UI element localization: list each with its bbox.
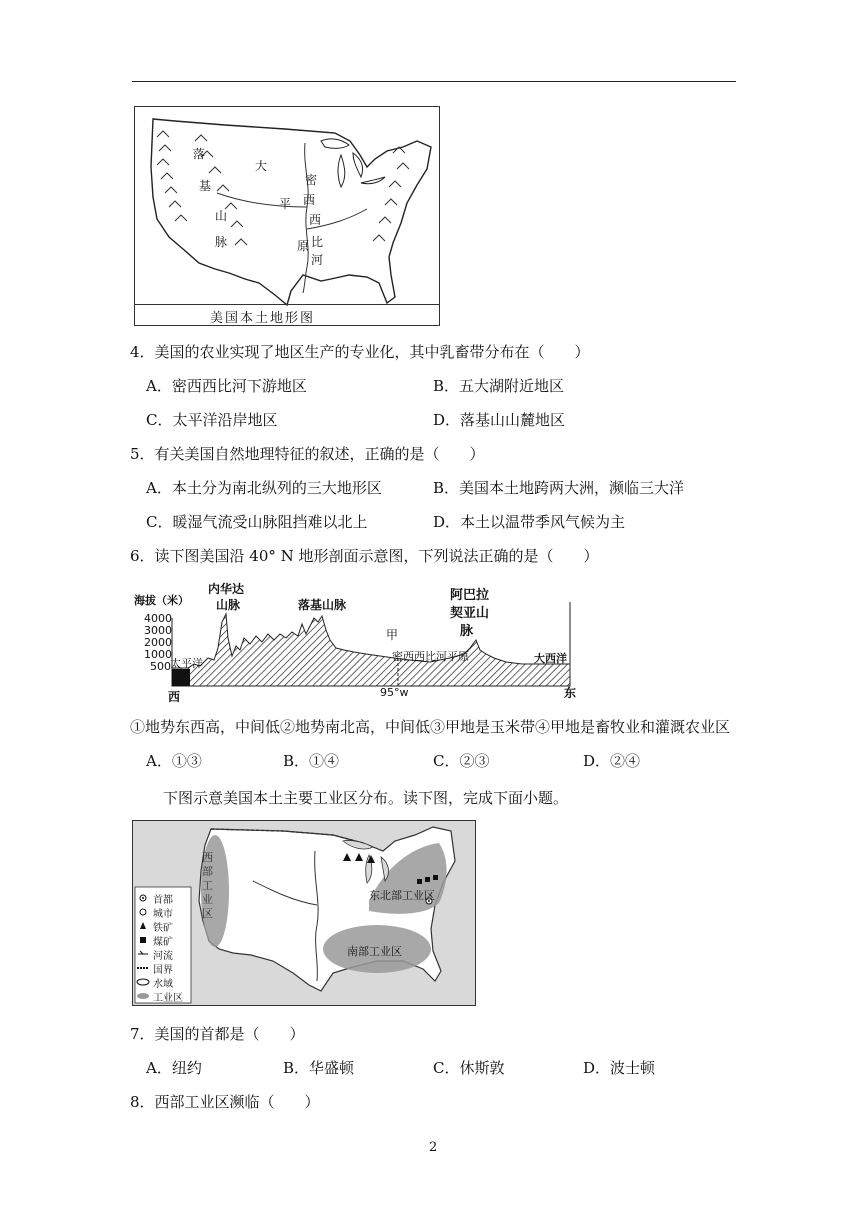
q6-option-d[interactable]: D．②④: [583, 752, 641, 770]
header-rule: [132, 81, 736, 82]
q7-option-d[interactable]: D．波士顿: [583, 1059, 656, 1077]
q4-option-c[interactable]: C．太平洋沿岸地区: [146, 411, 278, 429]
profile-tick-2000: 2000: [144, 636, 172, 649]
profile-label-pacific: 太平洋: [170, 657, 203, 670]
map1-label-mi: 密: [305, 173, 318, 187]
q4-stem: 4．美国的农业实现了地区生产的专业化，其中乳畜带分布在（ ）: [130, 343, 590, 361]
coal-symbol-3: [433, 875, 438, 880]
q4-option-a[interactable]: A．密西西比河下游地区: [146, 377, 307, 395]
profile-label-95w: 95°w: [380, 686, 409, 699]
q7-stem: 7．美国的首都是（ ）: [130, 1025, 305, 1043]
us-industry-svg: [133, 821, 475, 1005]
legend-label-water: 水域: [153, 979, 173, 990]
profile-label-appalachian-1: 阿巴拉: [450, 588, 490, 603]
legend-label-city: 城市: [153, 909, 173, 920]
q5-option-d[interactable]: D．本土以温带季风气候为主: [433, 513, 626, 531]
map1-label-bi: 比: [311, 235, 324, 249]
us-topography-map: [134, 106, 440, 326]
profile-label-nevada-2: 山脉: [216, 598, 241, 612]
profile-label-west: 西: [168, 690, 181, 704]
map1-label-ji: 基: [199, 179, 212, 193]
terrain-profile-svg: [130, 578, 580, 702]
map2-west-char-3: 工: [202, 879, 213, 892]
map1-label-he: 河: [311, 253, 324, 267]
map1-caption-divider: [135, 304, 439, 305]
map2-west-char-2: 部: [202, 865, 213, 878]
coal-symbol-1: [417, 879, 422, 884]
profile-label-plain: 密西西比河平原: [392, 650, 469, 663]
profile-label-rocky: 落基山脉: [298, 598, 347, 612]
map1-label-ping: 平: [279, 197, 292, 211]
profile-label-east: 东: [564, 686, 577, 700]
map2-west-char-4: 业: [202, 893, 213, 906]
profile-label-appalachian-2: 契亚山: [450, 606, 490, 621]
map1-label-xi: 西: [303, 193, 316, 207]
profile-label-appalachian-3: 脉: [460, 624, 474, 639]
legend-label-iron: 铁矿: [153, 923, 173, 934]
terrain-profile-figure: [130, 578, 580, 702]
map2-west-char-1: 西: [202, 851, 213, 864]
q5-option-c[interactable]: C．暖湿气流受山脉阻挡难以北上: [146, 513, 368, 531]
q5-option-b[interactable]: B．美国本土地跨两大洲，濒临三大洋: [433, 479, 685, 497]
us-topography-svg: [135, 107, 439, 325]
coal-symbol-2: [425, 877, 430, 882]
map2-west-char-5: 区: [202, 907, 213, 920]
profile-tick-4000: 4000: [144, 612, 172, 625]
profile-tick-1000: 1000: [144, 648, 172, 661]
map2-label-west-region: [202, 851, 216, 921]
terrain-profile-shape: [172, 614, 570, 686]
industry-intro: 下图示意美国本土主要工业区分布。读下图，完成下面小题。: [163, 789, 569, 807]
q6-option-a[interactable]: A．①③: [146, 752, 202, 770]
map1-label-luo: 落: [193, 147, 206, 161]
q4-option-d[interactable]: D．落基山山麓地区: [433, 411, 566, 429]
q6-statements: ①地势东西高，中间低②地势南北高，中间低③甲地是玉米带④甲地是畜牧业和灌溉农业区: [130, 718, 731, 736]
legend-label-river: 河流: [153, 951, 173, 962]
map1-label-shan: 山: [215, 209, 228, 223]
q6-option-b[interactable]: B．①④: [283, 752, 340, 770]
map1-label-yuan: 原: [297, 239, 310, 253]
q7-option-b[interactable]: B．华盛顿: [283, 1059, 355, 1077]
profile-label-nevada-1: 内华达: [208, 582, 245, 596]
map1-caption: 美国本土地形图: [210, 311, 316, 326]
map1-label-mai: 脉: [215, 235, 228, 249]
map2-label-south-region: 南部工业区: [347, 945, 402, 958]
q8-stem: 8．西部工业区濒临（ ）: [130, 1093, 320, 1111]
legend-label-coal: 煤矿: [153, 937, 173, 948]
map1-label-da: 大: [255, 159, 268, 173]
legend-label-border: 国界: [153, 965, 173, 976]
map1-label-xi2: 西: [309, 213, 322, 227]
q6-stem: 6．读下图美国沿 40° N 地形剖面示意图，下列说法正确的是（ ）: [130, 547, 599, 565]
q6-option-c[interactable]: C．②③: [433, 752, 490, 770]
profile-label-atlantic: 大西洋: [534, 652, 567, 665]
profile-label-jia: 甲: [386, 628, 399, 642]
map2-label-northeast-region: 东北部工业区: [369, 889, 435, 902]
q4-option-b[interactable]: B．五大湖附近地区: [433, 377, 565, 395]
q5-stem: 5．有关美国自然地理特征的叙述，正确的是（ ）: [130, 445, 485, 463]
us-industry-map: [132, 820, 476, 1006]
profile-tick-500: 500: [150, 660, 171, 673]
legend-label-capital: 首都: [153, 895, 173, 906]
q5-option-a[interactable]: A．本土分为南北纵列的三大地形区: [146, 479, 382, 497]
profile-y-label: 海拔（米）: [134, 594, 189, 607]
q7-option-c[interactable]: C．休斯敦: [433, 1059, 505, 1077]
legend-label-industrial: 工业区: [153, 993, 183, 1004]
page-number: 2: [429, 1140, 438, 1155]
pacific-water: [172, 669, 190, 686]
profile-tick-3000: 3000: [144, 624, 172, 637]
q7-option-a[interactable]: A．纽约: [146, 1059, 202, 1077]
